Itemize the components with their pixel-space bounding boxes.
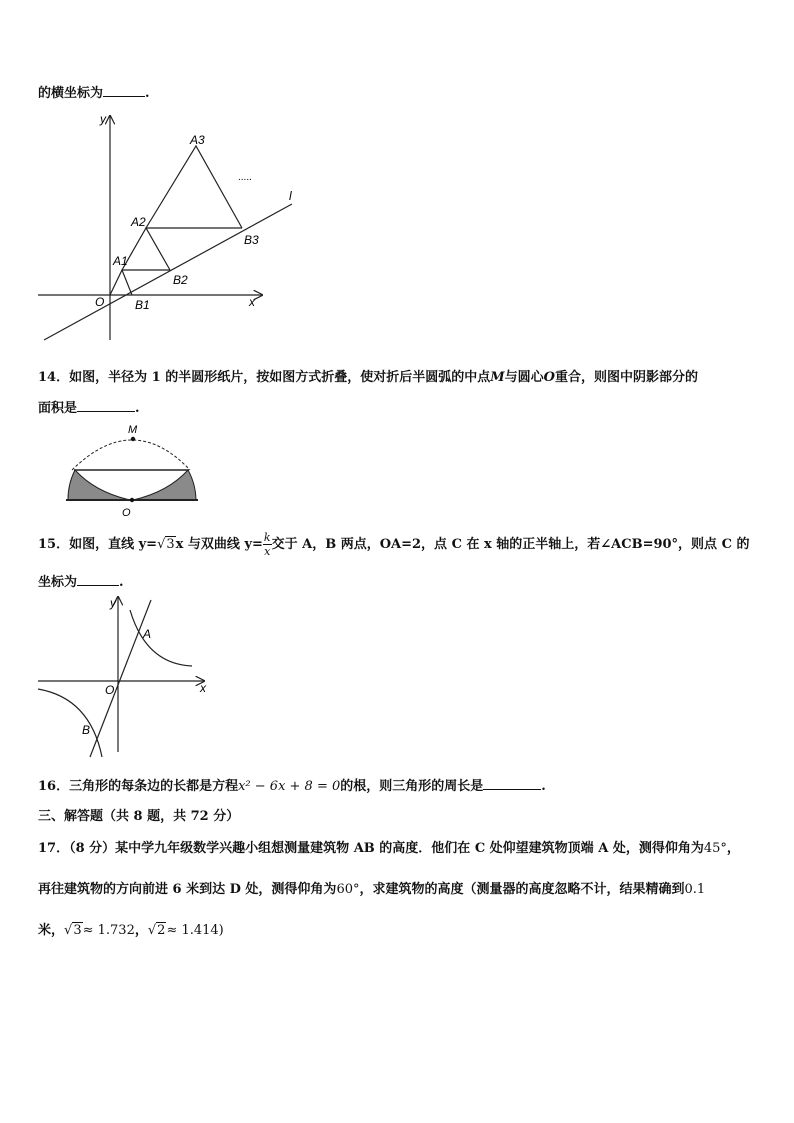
q14-line2-end: . xyxy=(135,401,140,416)
q15-line1 xyxy=(38,532,749,557)
q15-line2-end: . xyxy=(119,575,124,590)
label-b2: B2 xyxy=(173,273,188,287)
triangle-2 xyxy=(122,228,170,270)
answer-blank xyxy=(103,84,145,97)
q17-angle-45: 45° xyxy=(703,841,727,856)
q14-line2 xyxy=(38,397,140,416)
q16-equation: x² − 6x + 8 = 0 xyxy=(238,779,341,794)
triangle-3 xyxy=(146,146,242,228)
q16-end: . xyxy=(541,779,546,794)
label-a3: A3 xyxy=(190,133,205,147)
sqrt-3-radicand: 3 xyxy=(166,537,175,552)
q17-line1 xyxy=(38,837,740,856)
hyperbola-branch-3 xyxy=(38,689,102,757)
m-label: M xyxy=(128,424,138,436)
sqrt-3-b-radicand: 3 xyxy=(73,923,82,938)
sqrt-2: √2 xyxy=(147,923,166,938)
o-label: O xyxy=(122,507,131,519)
label-b1: B1 xyxy=(135,298,150,312)
q17-angle-60: 60° xyxy=(336,882,360,897)
origin-label: O xyxy=(105,683,115,697)
point-a-label: A xyxy=(143,627,152,641)
sqrt-2-radicand: 2 xyxy=(157,923,166,938)
q14-text-a: 14．如图，半径为 1 的半圆形纸片，按如图方式折叠，使对折后半圆弧的中点 xyxy=(38,370,491,385)
q14-text-b: 与圆心 xyxy=(504,370,544,385)
answer-blank xyxy=(77,573,119,586)
y-label: y xyxy=(110,596,116,610)
x-label: x xyxy=(200,681,206,695)
q16-text-a: 16．三角形的每条边的长都是方程 xyxy=(38,779,239,794)
shaded-left xyxy=(68,470,130,500)
fraction-k-over-x xyxy=(263,532,272,557)
q17-precision: 0.1 xyxy=(684,882,706,897)
q15-text-a: 15．如图，直线 y= xyxy=(38,537,158,552)
y-label: y xyxy=(100,112,106,126)
q17-text-e: 米， xyxy=(38,923,65,938)
q17-line2 xyxy=(38,878,705,897)
q14-figure xyxy=(60,420,205,520)
q15-text-b: x 与双曲线 y= xyxy=(175,537,263,552)
point-o xyxy=(130,498,134,502)
q17-text-c: 再往建筑物的方向前进 6 米到达 D 处，测得仰角为 xyxy=(38,882,337,897)
q14-line1 xyxy=(38,366,698,385)
q16-line xyxy=(38,775,546,794)
point-b-label: B xyxy=(82,723,91,737)
sqrt-3-b: √3 xyxy=(64,923,82,938)
shaded-right xyxy=(133,470,196,500)
q14-line2-text: 面积是 xyxy=(38,401,78,416)
line-l-label: l xyxy=(289,189,292,203)
x-label: x xyxy=(249,295,255,309)
sqrt-3: √3 xyxy=(157,537,175,552)
frac-den: x xyxy=(264,545,271,558)
origin-label: O xyxy=(95,295,105,309)
q15-text-c: 交于 A，B 两点，OA=2，点 C 在 x 轴的正半轴上，若∠ACB=90°，则点 C 的 xyxy=(271,537,750,552)
q15-figure xyxy=(34,592,214,762)
q17-text-b: ， xyxy=(726,841,740,856)
line-y-sqrt3x xyxy=(90,600,151,757)
q15-line2-text: 坐标为 xyxy=(38,575,78,590)
q17-line3 xyxy=(38,919,224,938)
approx-sqrt3: ≈ 1.732 xyxy=(82,923,135,938)
q13-tail xyxy=(38,82,150,101)
triangle-1 xyxy=(110,270,132,295)
q13-figure xyxy=(34,110,304,342)
label-a1: A1 xyxy=(113,254,128,268)
q14-m: M xyxy=(490,370,505,385)
q13-tail-text: 的横坐标为 xyxy=(38,86,104,101)
answer-blank xyxy=(483,777,541,790)
hyperbola-branch-1 xyxy=(130,610,192,666)
q17-comma: ， xyxy=(134,923,148,938)
approx-sqrt2: ≈ 1.414) xyxy=(166,923,224,938)
line-l xyxy=(44,204,292,340)
answer-blank xyxy=(77,399,135,412)
q14-o: O xyxy=(543,370,555,385)
q13-tail-end: . xyxy=(145,86,150,101)
frac-num: k xyxy=(263,531,271,544)
folded-arc xyxy=(72,440,190,470)
q15-line2 xyxy=(38,571,124,590)
label-b3: B3 xyxy=(244,233,259,247)
ellipsis: ..... xyxy=(238,172,252,183)
q16-text-b: 的根，则三角形的周长是 xyxy=(340,779,484,794)
q17-text-d: ，求建筑物的高度（测量器的高度忽略不计，结果精确到 xyxy=(359,882,685,897)
point-m xyxy=(131,437,135,441)
label-a2: A2 xyxy=(131,215,146,229)
q14-text-c: 重合，则图中阴影部分的 xyxy=(554,370,698,385)
section-3-title: 三、解答题（共 8 题，共 72 分） xyxy=(38,809,240,824)
q17-text-a: 17．（8 分）某中学九年级数学兴趣小组想测量建筑物 AB 的高度．他们在 C 处仰望建筑物顶端 A 处，测得仰角为 xyxy=(38,841,704,856)
